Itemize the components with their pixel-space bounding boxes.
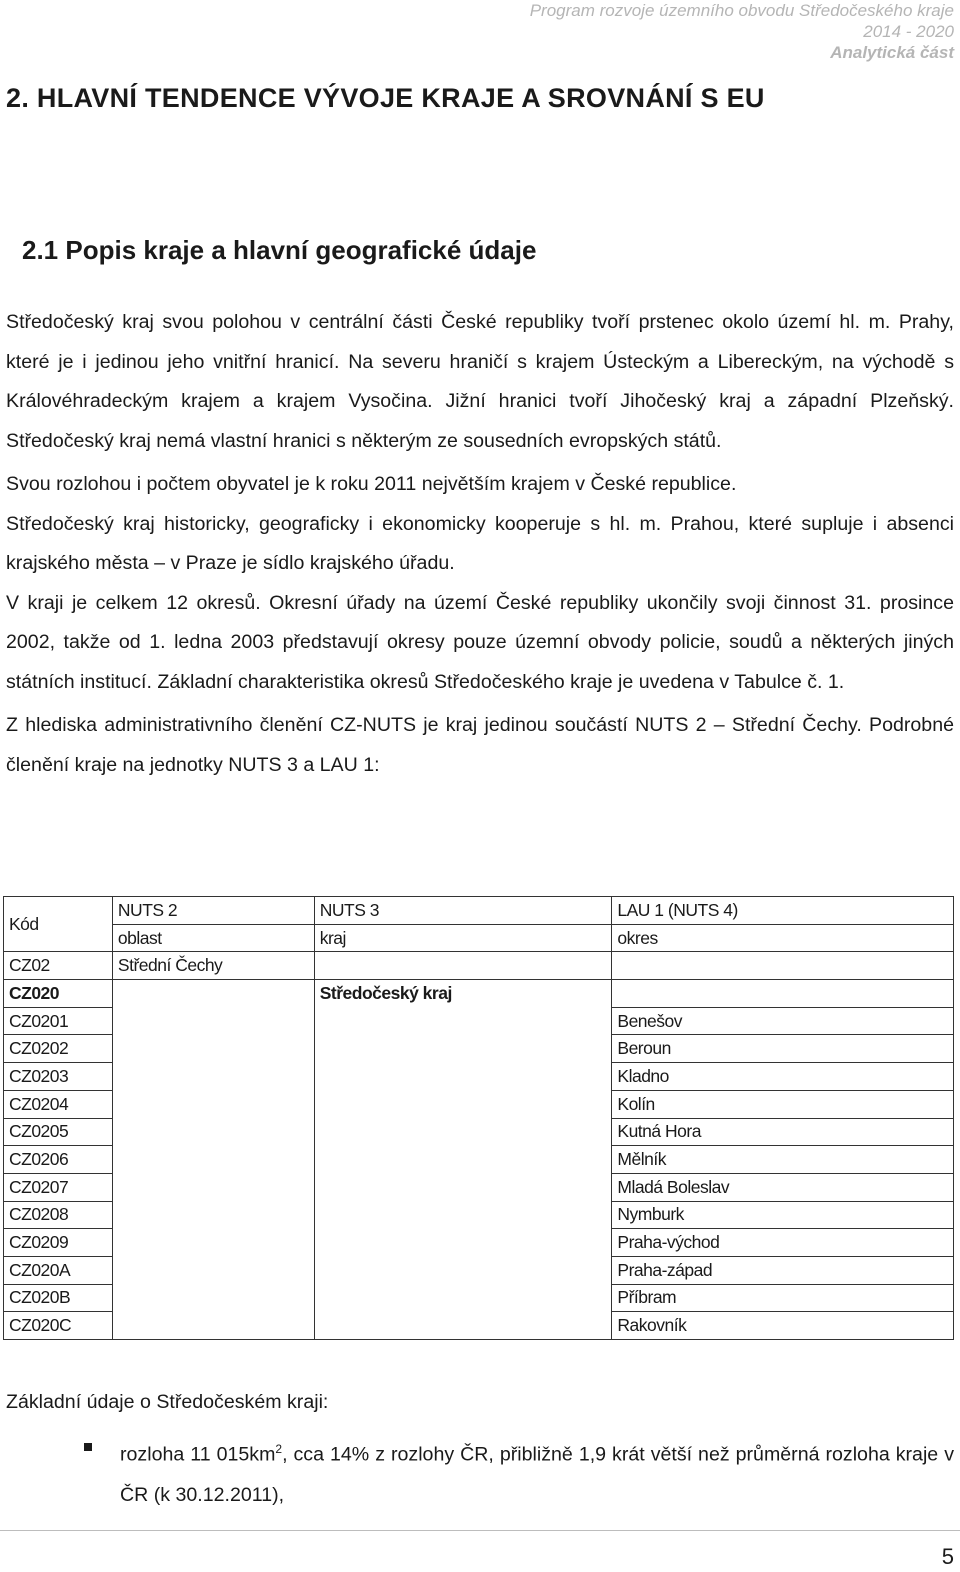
cell-kod: CZ0209 bbox=[4, 1229, 113, 1257]
table-row bbox=[4, 1284, 954, 1312]
cell-lau: Kladno bbox=[612, 1063, 954, 1091]
paragraph-nuts: Z hlediska administrativního členění CZ-NUTS je kraj jedinou součástí NUTS 2 – Střední Čechy. Podrobné členění kraje na jednotky NUTS 3 a LAU 1: bbox=[6, 714, 954, 776]
cell-nuts3 bbox=[314, 1118, 612, 1146]
bullet-square-icon bbox=[84, 1443, 92, 1451]
cell-nuts2 bbox=[112, 1063, 314, 1091]
header-nuts3: NUTS 3 bbox=[314, 897, 612, 925]
cell-kod: CZ020A bbox=[4, 1256, 113, 1284]
cell-nuts2 bbox=[112, 1173, 314, 1201]
cell-lau: Praha-východ bbox=[612, 1229, 954, 1257]
cell-kod: CZ0204 bbox=[4, 1090, 113, 1118]
section-title: 2.1 Popis kraje a hlavní geografické údaje bbox=[22, 235, 537, 265]
table-row bbox=[4, 1146, 954, 1174]
table-row bbox=[4, 1007, 954, 1035]
cell-nuts3 bbox=[314, 1035, 612, 1063]
cell-kod: CZ0203 bbox=[4, 1063, 113, 1091]
cell-nuts2 bbox=[112, 1035, 314, 1063]
cell-nuts3 bbox=[314, 1201, 612, 1229]
header-period: 2014 - 2020 bbox=[863, 22, 954, 41]
cell-lau bbox=[612, 952, 954, 980]
header-part: Analytická část bbox=[830, 43, 954, 62]
cell-lau: Benešov bbox=[612, 1007, 954, 1035]
table-row bbox=[4, 1035, 954, 1063]
header-program: Program rozvoje územního obvodu Středočeského kraje bbox=[529, 1, 954, 20]
table-row bbox=[4, 952, 954, 980]
table-row bbox=[4, 980, 954, 1008]
cell-nuts3 bbox=[314, 1256, 612, 1284]
cell-kod: CZ0206 bbox=[4, 1146, 113, 1174]
chapter-title: 2. HLAVNÍ TENDENCE VÝVOJE KRAJE A SROVNÁNÍ S EU bbox=[6, 83, 765, 113]
header-kod: Kód bbox=[4, 897, 113, 952]
table-row bbox=[4, 1201, 954, 1229]
header-lau-sub: okres bbox=[612, 924, 954, 952]
cell-lau: Kolín bbox=[612, 1090, 954, 1118]
cell-lau: Mělník bbox=[612, 1146, 954, 1174]
cell-nuts2 bbox=[112, 1090, 314, 1118]
nuts-table bbox=[3, 896, 954, 1340]
cell-nuts2 bbox=[112, 1201, 314, 1229]
header-nuts2: NUTS 2 bbox=[112, 897, 314, 925]
table-row bbox=[4, 1118, 954, 1146]
header-lau: LAU 1 (NUTS 4) bbox=[612, 897, 954, 925]
cell-nuts3 bbox=[314, 1090, 612, 1118]
cell-nuts2 bbox=[112, 1007, 314, 1035]
cell-kod: CZ020 bbox=[4, 980, 113, 1008]
page-number: 5 bbox=[941, 1544, 954, 1569]
cell-kod: CZ0207 bbox=[4, 1173, 113, 1201]
cell-nuts3 bbox=[314, 1229, 612, 1257]
cell-kod: CZ02 bbox=[4, 952, 113, 980]
bullet-item bbox=[84, 1429, 954, 1515]
cell-nuts2: Střední Čechy bbox=[112, 952, 314, 980]
cell-nuts2 bbox=[112, 1284, 314, 1312]
cell-kod: CZ020B bbox=[4, 1284, 113, 1312]
table-row bbox=[4, 1173, 954, 1201]
cell-lau: Nymburk bbox=[612, 1201, 954, 1229]
cell-kod: CZ0205 bbox=[4, 1118, 113, 1146]
table-header-row bbox=[4, 924, 954, 952]
cell-lau: Příbram bbox=[612, 1284, 954, 1312]
cell-nuts2 bbox=[112, 1312, 314, 1340]
bullet-text bbox=[120, 1429, 954, 1515]
bullet-text-start: rozloha 11 015km bbox=[120, 1443, 276, 1466]
cell-nuts2 bbox=[112, 1256, 314, 1284]
cell-kod: CZ0201 bbox=[4, 1007, 113, 1035]
cell-lau: Kutná Hora bbox=[612, 1118, 954, 1146]
cell-lau: Beroun bbox=[612, 1035, 954, 1063]
cell-nuts3 bbox=[314, 1063, 612, 1091]
cell-nuts2 bbox=[112, 1118, 314, 1146]
cell-kod: CZ0202 bbox=[4, 1035, 113, 1063]
cell-nuts3 bbox=[314, 952, 612, 980]
cell-nuts3 bbox=[314, 1284, 612, 1312]
cell-nuts3: Středočeský kraj bbox=[314, 980, 612, 1008]
cell-nuts3 bbox=[314, 1146, 612, 1174]
bullet-text-end: , cca 14% z rozlohy ČR, přibližně 1,9 krát větší než průměrná rozloha kraje v ČR (k 30.12.2011), bbox=[120, 1443, 954, 1506]
table-row bbox=[4, 1256, 954, 1284]
header-nuts2-sub: oblast bbox=[112, 924, 314, 952]
cell-nuts3 bbox=[314, 1173, 612, 1201]
cell-kod: CZ020C bbox=[4, 1312, 113, 1340]
cell-nuts2 bbox=[112, 980, 314, 1008]
cell-nuts3 bbox=[314, 1007, 612, 1035]
basic-data-heading: Základní údaje o Středočeském kraji: bbox=[6, 1391, 329, 1413]
cell-nuts2 bbox=[112, 1229, 314, 1257]
table-header-row bbox=[4, 897, 954, 925]
cell-lau: Praha-západ bbox=[612, 1256, 954, 1284]
cell-nuts2 bbox=[112, 1146, 314, 1174]
footer-divider bbox=[0, 1530, 960, 1531]
table-row bbox=[4, 1090, 954, 1118]
cell-lau: Rakovník bbox=[612, 1312, 954, 1340]
cell-nuts3 bbox=[314, 1312, 612, 1340]
header-nuts3-sub: kraj bbox=[314, 924, 612, 952]
cell-lau: Mladá Boleslav bbox=[612, 1173, 954, 1201]
paragraph-districts: V kraji je celkem 12 okresů. Okresní úřady na území České republiky ukončily svoji činnost 31. prosince 2002, takže od 1. ledna 2003 představují okresy pouze územní obvody policie, soudů a některých jiných státních institucí. Základní charakteristika okresů Středočeského kraje je uvedena v Tabulce č. 1. bbox=[6, 591, 954, 693]
paragraph-location: Středočeský kraj svou polohou v centrální části České republiky tvoří prstenec okolo území hl. m. Prahy, které je i jedinou jeho vnitřní hranicí. Na severu hraničí s krajem Ústeckým a Libereckým, na východě s Královéhradeckým krajem a krajem Vysočina. Jižní hranici tvoří Jihočeský kraj a západní Plzeňský. Středočeský kraj nemá vlastní hranici s některým ze sousedních evropských států. bbox=[6, 311, 954, 452]
paragraph-cooperation: Středočeský kraj historicky, geograficky i ekonomicky kooperuje s hl. m. Prahou, které supluje i absenci krajského města – v Praze je sídlo krajského úřadu. bbox=[6, 512, 954, 574]
body-text bbox=[6, 303, 954, 785]
paragraph-size: Svou rozlohou i počtem obyvatel je k roku 2011 největším krajem v České republice. bbox=[6, 473, 737, 495]
bullet-superscript: 2 bbox=[275, 1442, 283, 1456]
running-header bbox=[530, 0, 954, 63]
cell-kod: CZ0208 bbox=[4, 1201, 113, 1229]
table-row bbox=[4, 1312, 954, 1340]
cell-lau bbox=[612, 980, 954, 1008]
table-row bbox=[4, 1229, 954, 1257]
table-row bbox=[4, 1063, 954, 1091]
